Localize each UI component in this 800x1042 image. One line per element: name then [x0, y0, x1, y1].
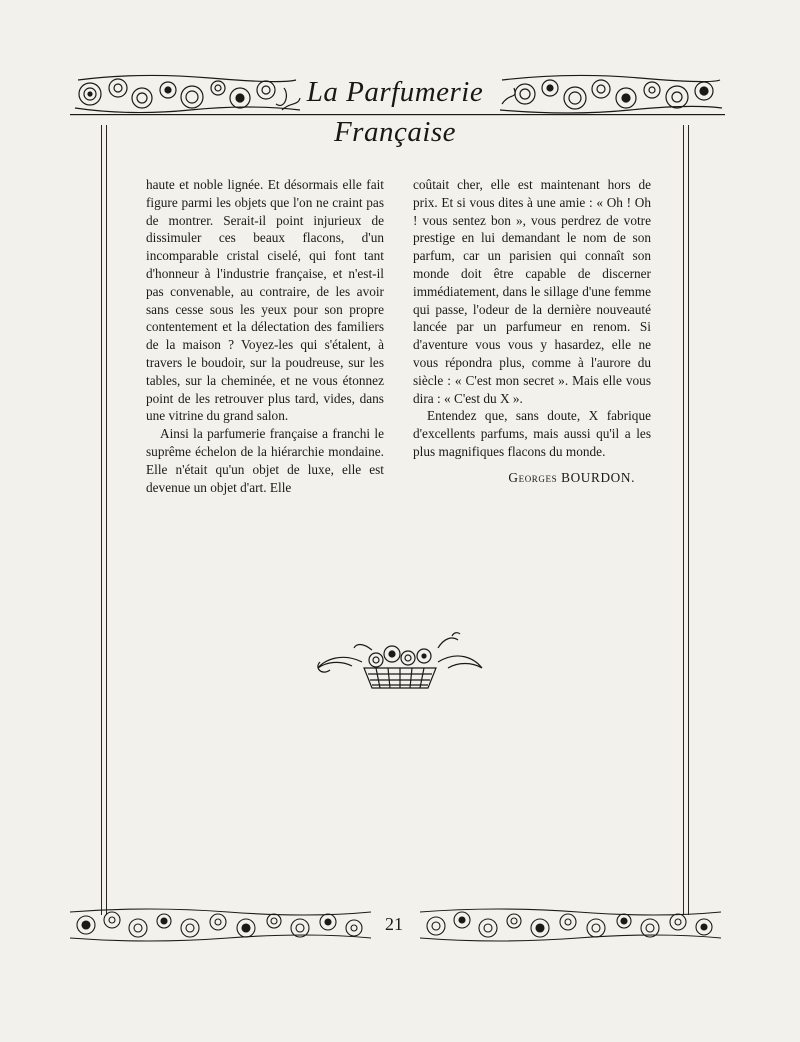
right-rule-inner	[683, 125, 684, 915]
author-signature: Georges BOURDON.	[508, 469, 635, 485]
footer-left-ornament	[68, 906, 373, 944]
right-garland-icon	[500, 75, 722, 113]
paragraph: Entendez que, sans doute, X fabrique d'excellents parfums, mais aussi qu'il a les plus magnifiques flacons du monde.	[413, 408, 651, 459]
left-rule-outer	[101, 125, 102, 915]
footer-right-ornament	[418, 906, 723, 944]
paragraph: coûtait cher, elle est maintenant hors de prix. Et si vous dites à une amie : « Oh ! Oh ! vous sentez bon », vous perdrez de votre prestige en lui demandant le nom de son parfum, car un parisien qui connaît son monde doit être capable de discerner immédiatement, dans le sillage d'une femme qui passe, l'odeur de la dernière nouveauté lancée par un parfumeur en renom. Si d'aventure vous vous y hasardez, elle ne vous répondra plus, comme à l'aurore du siècle : « C'est mon secret ». Mais elle vous dira : « C'est du X ».	[413, 177, 651, 406]
article-left-column	[146, 176, 384, 496]
paragraph: Ainsi la parfumerie française a franchi le suprême échelon de la hiérarchie mondaine. Elle n'était qu'un objet de luxe, elle est devenue un objet d'art. Elle	[146, 426, 384, 495]
flower-basket-icon	[312, 632, 488, 694]
right-rule-outer	[688, 125, 689, 915]
article-right-column	[413, 176, 651, 487]
left-rule-inner	[106, 125, 107, 915]
page-number: 21	[385, 914, 403, 934]
left-garland-icon	[75, 75, 300, 112]
running-title: La Parfumerie Française	[306, 76, 484, 148]
paragraph: haute et noble lignée. Et désormais elle fait figure parmi les objets que l'on ne craint pas de montrer. Serait-il point injurieux de dissimuler ces beaux flacons, d'un incomparable cristal ciselé, qui font tant d'honneur à l'industrie française, et n'est-il pas convenable, au contraire, de les avoir sans cesse sous les yeux pour son propre contentement et la délectation des familiers de la maison ? Voyez-les qui s'étalent, à travers le boudoir, sur la poudreuse, sur les tables, sur la cheminée, et ne vous étonnez point de les retrouver plus tard, vides, dans une vitrine du grand salon.	[146, 177, 384, 424]
